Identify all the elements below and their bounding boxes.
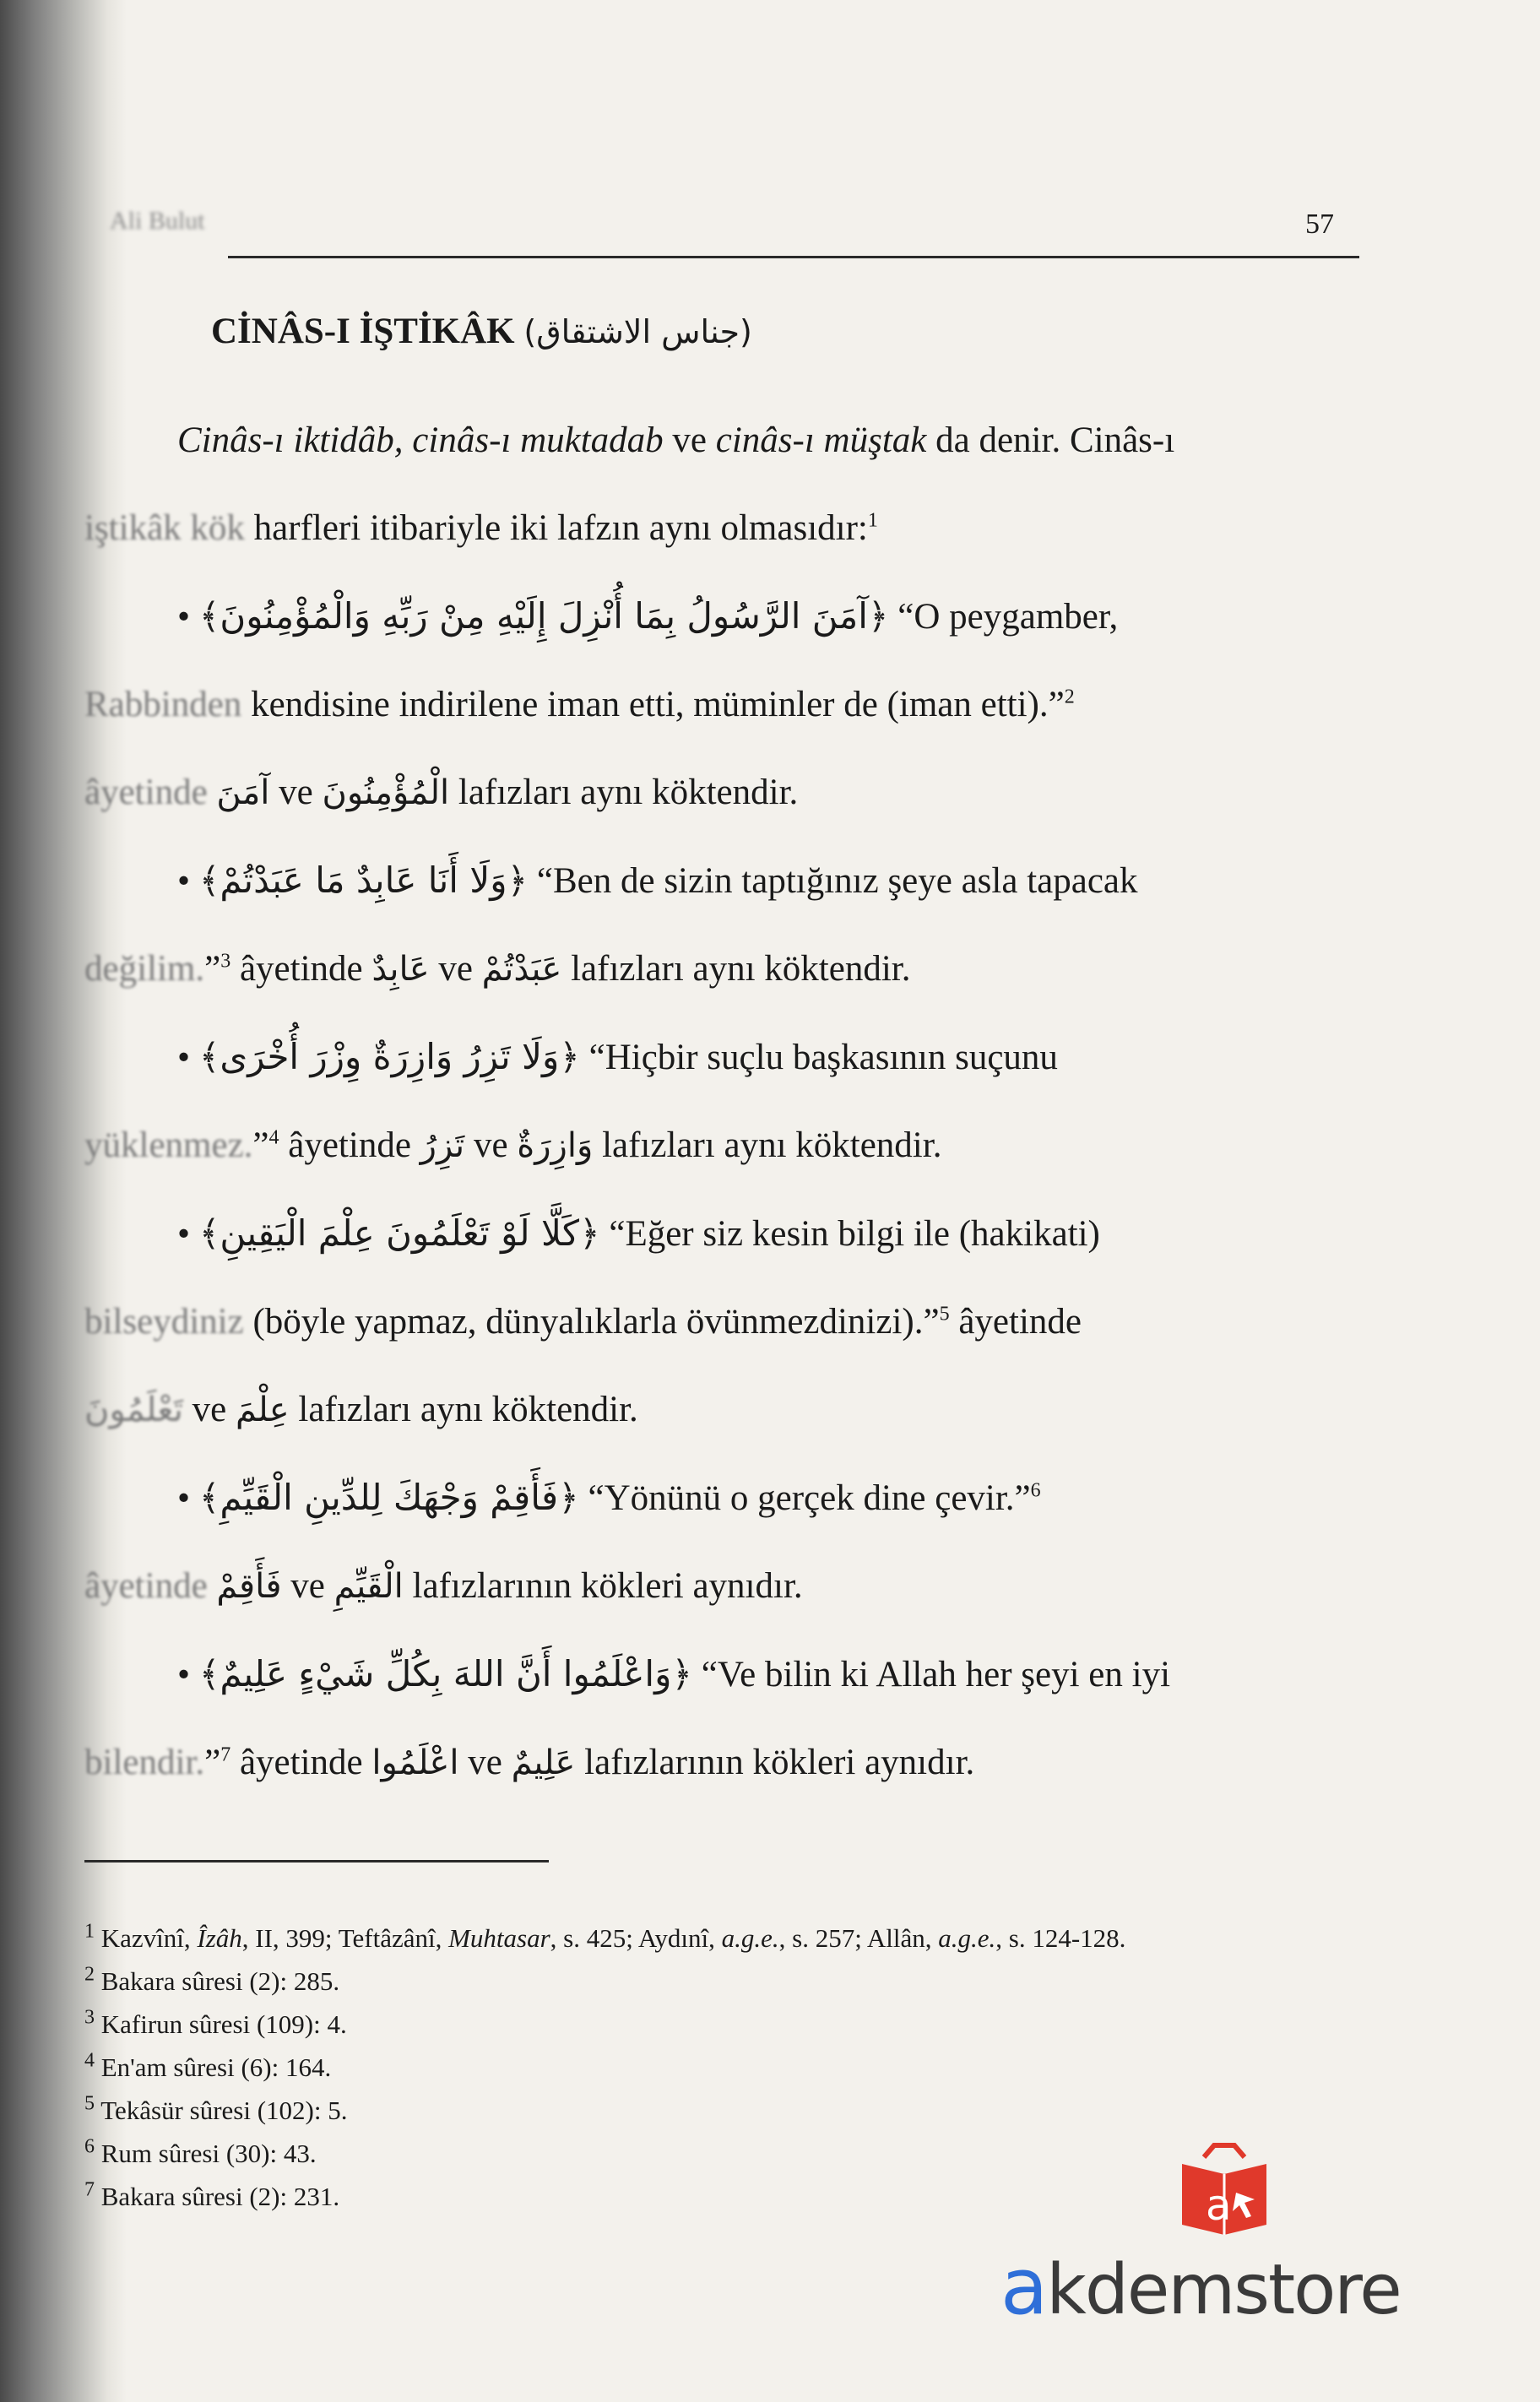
intro-term-1: Cinâs-ı iktidâb, cinâs-ı muktadab: [177, 420, 664, 460]
footnote-ref-3: 3: [220, 950, 231, 973]
running-head: Ali Bulut: [110, 207, 205, 235]
section-title-latin: CİNÂS-I İŞTİKÂK: [211, 312, 515, 351]
footnote-5: $^5$ Tekâsür sûresi (102): 5.: [84, 2092, 348, 2125]
ayah-5: ﴿فَأَقِمْ وَجْهَكَ لِلدِّينِ الْقَيِّمِ﴾: [198, 1477, 579, 1518]
footnote-ref-1: 1: [867, 509, 878, 532]
example-item-1: • ﴿آمَنَ الرَّسُولُ بِمَا أُنْزِلَ إِلَيْهِ مِنْ رَبِّهِ وَالْمُؤْمِنُونَ﴾ “O peygamber, Rabbinden kendisine indirilene iman etti, müminler de (iman etti).”$^2$ âyetinde آمَنَ ve الْمُؤْمِنُونَ lafızları aynı köktendir.: [84, 595, 1119, 812]
example-item-5: • ﴿فَأَقِمْ وَجْهَكَ لِلدِّينِ الْقَيِّمِ﴾ “Yönünü o gerçek dine çevir.”$^6$ âyetinde فَأَقِمْ ve الْقَيِّمِ lafızlarının kökleri aynıdır.: [84, 1477, 1041, 1606]
akdemstore-logo: [1000, 2140, 1448, 2334]
footnote-7: $^7$ Bakara sûresi (2): 231.: [84, 2178, 340, 2211]
section-title: [211, 311, 752, 352]
footnote-ref-7: 7: [220, 1743, 231, 1766]
footnote-3: $^3$ Kafirun sûresi (109): 4.: [84, 2006, 347, 2039]
brand-wordmark: akdemstore: [1000, 2242, 1401, 2332]
example-item-2: • ﴿وَلَا أَنَا عَابِدٌ مَا عَبَدْتُمْ﴾ “Ben de sizin taptığınız şeye asla tapacak değilim.”$^3$ âyetinde عَابِدٌ ve عَبَدْتُمْ lafızları aynı köktendir.: [84, 859, 1138, 989]
footnote-ref-6: 6: [1030, 1479, 1041, 1502]
ayah-2: ﴿وَلَا أَنَا عَابِدٌ مَا عَبَدْتُمْ﴾: [198, 859, 529, 901]
intro-term-2: cinâs-ı müştak: [715, 420, 927, 460]
footnote-6: $^6$ Rum sûresi (30): 43.: [84, 2135, 317, 2168]
footnote-ref-5: 5: [939, 1303, 950, 1326]
ayah-3: ﴿وَلَا تَزِرُ وَازِرَةٌ وِزْرَ أُخْرَى﴾: [198, 1036, 580, 1077]
section-title-arabic: (جناس الاشتقاق): [523, 313, 752, 350]
book-cart-icon: [1174, 2140, 1275, 2242]
page-header: [110, 198, 1359, 258]
ayah-4: ﴿كَلَّا لَوْ تَعْلَمُونَ عِلْمَ الْيَقِينِ﴾: [198, 1212, 600, 1254]
footnote-4: $^4$ En'am sûresi (6): 164.: [84, 2049, 332, 2082]
footnote-1: $^1$ Kazvînî, Îzâh, II, 399; Teftâzânî, Muhtasar, s. 425; Aydınî, a.g.e., s. 257; Allân, a.g.e., s. 124-128.: [84, 1920, 1126, 1953]
footnote-ref-2: 2: [1064, 686, 1075, 708]
body-text: [84, 397, 1359, 1807]
example-item-3: • ﴿وَلَا تَزِرُ وَازِرَةٌ وِزْرَ أُخْرَى﴾ “Hiçbir suçlu başkasının suçunu yüklenmez.”$^4$ âyetinde تَزِرُ ve وَازِرَةٌ lafızları aynı köktendir.: [84, 1036, 1058, 1165]
example-item-4: • ﴿كَلَّا لَوْ تَعْلَمُونَ عِلْمَ الْيَقِينِ﴾ “Eğer siz kesin bilgi ile (hakikati) bilseydiniz (böyle yapmaz, dünyalıklarla övünmezdinizi).”$^5$ âyetinde تَعْلَمُونَ ve عِلْمَ lafızları aynı köktendir.: [84, 1212, 1100, 1429]
footnote-divider: [84, 1860, 549, 1862]
example-item-6: • ﴿وَاعْلَمُوا أَنَّ اللهَ بِكُلِّ شَيْءٍ عَلِيمٌ﴾ “Ve bilin ki Allah her şeyi en iyi bilendir.”$^7$ âyetinde اعْلَمُوا ve عَلِيمٌ lafızlarının kökleri aynıdır.: [84, 1653, 1171, 1782]
footnote-2: $^2$ Bakara sûresi (2): 285.: [84, 1963, 340, 1996]
ayah-1: ﴿آمَنَ الرَّسُولُ بِمَا أُنْزِلَ إِلَيْهِ مِنْ رَبِّهِ وَالْمُؤْمِنُونَ﴾: [198, 595, 889, 637]
intro-paragraph: Cinâs-ı iktidâb, cinâs-ı muktadab ve cinâs-ı müştak da denir. Cinâs-ı iştikâk kök harfleri itibariyle iki lafzın aynı olmasıdır:$^1$: [84, 420, 1175, 548]
page-number: 57: [1305, 209, 1334, 240]
book-page: [84, 0, 1359, 2402]
ayah-6: ﴿وَاعْلَمُوا أَنَّ اللهَ بِكُلِّ شَيْءٍ عَلِيمٌ﴾: [198, 1653, 692, 1694]
svg-text:a: a: [1206, 2181, 1232, 2230]
footnote-ref-4: 4: [268, 1126, 279, 1149]
